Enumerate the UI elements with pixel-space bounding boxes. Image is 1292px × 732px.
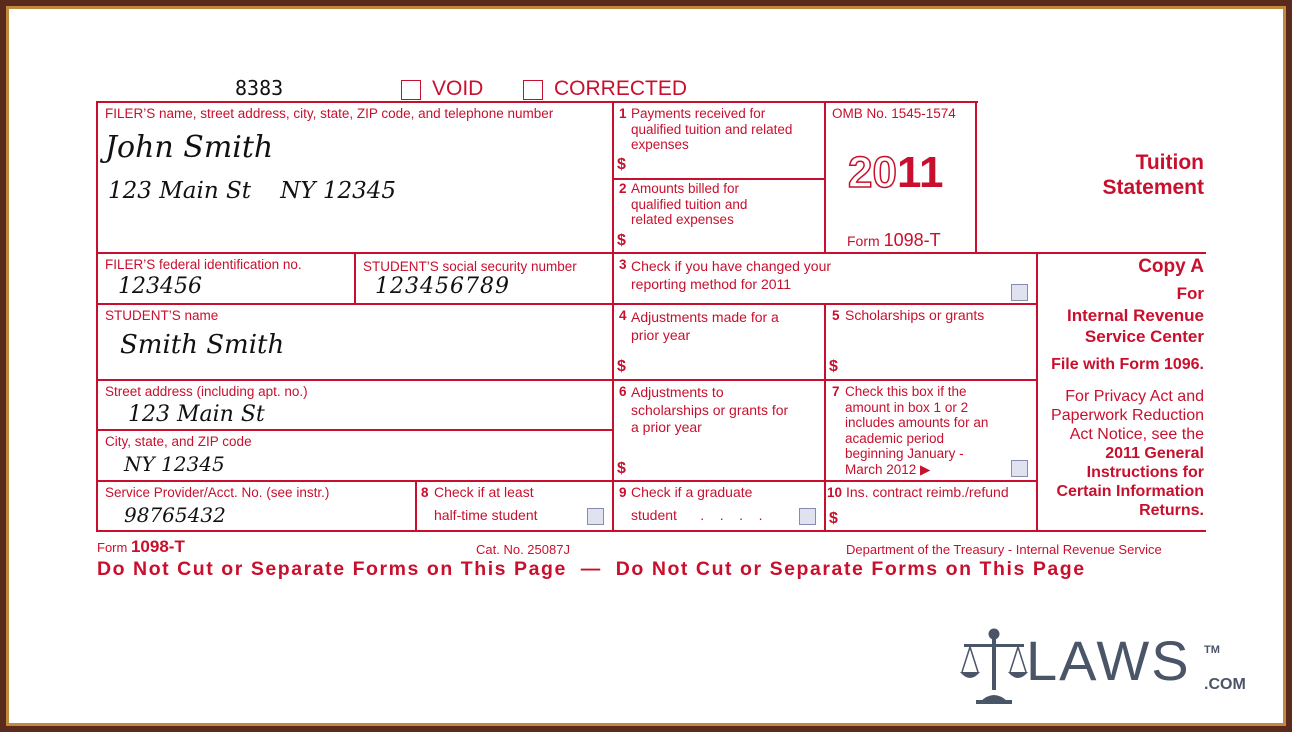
box10-number: 10 xyxy=(827,485,843,500)
tuition-statement-title xyxy=(1050,150,1204,200)
box9-number: 9 xyxy=(619,485,627,500)
box4-label: Adjustments made for a prior year xyxy=(631,309,779,343)
box7-number: 7 xyxy=(832,384,840,399)
box5-label: Scholarships or grants xyxy=(845,307,985,323)
box4-number: 4 xyxy=(619,308,627,323)
corrected-checkbox[interactable] xyxy=(523,80,543,100)
privacy-notice xyxy=(1036,387,1204,520)
student-street-label: Street address (including apt. no.) xyxy=(105,384,308,399)
title-line-1: Tuition xyxy=(1135,151,1204,174)
omb-number: OMB No. 1545-1574 xyxy=(832,106,956,121)
privacy-line-4: 2011 General xyxy=(1105,445,1204,462)
corrected-label: CORRECTED xyxy=(554,77,688,100)
omb-form-label xyxy=(847,230,941,251)
student-city-value[interactable]: NY 12345 xyxy=(124,452,225,476)
box9-label-1: Check if a graduate xyxy=(631,484,753,500)
omb-form-prefix: Form xyxy=(847,233,880,249)
box9-checkbox[interactable] xyxy=(799,508,816,525)
box6-label: Adjustments to scholarships or grants for a prior year xyxy=(631,384,789,435)
title-line-2: Statement xyxy=(1102,176,1204,199)
box1-dollar: $ xyxy=(617,156,626,173)
student-city-label: City, state, and ZIP code xyxy=(105,434,252,449)
box3-label: Check if you have changed your reporting method for 2011 xyxy=(631,258,832,292)
student-ssn-label: STUDENT’S social security number xyxy=(363,259,577,274)
box3-number: 3 xyxy=(619,257,627,272)
laws-logo-com: .COM xyxy=(1204,676,1246,693)
filer-name-value[interactable]: John Smith xyxy=(105,130,274,165)
box8-checkbox[interactable] xyxy=(587,508,604,525)
privacy-line-1: For Privacy Act and xyxy=(1065,388,1204,405)
box4-dollar: $ xyxy=(617,358,626,375)
filer-name-label: FILER’S name, street address, city, state, ZIP code, and telephone number xyxy=(105,106,554,121)
box2-number: 2 xyxy=(619,181,627,196)
file-with-1096: File with Form 1096. xyxy=(1051,356,1204,373)
department-label: Department of the Treasury - Internal Revenue Service xyxy=(846,542,1162,557)
box2-dollar: $ xyxy=(617,232,626,249)
footer-form-prefix: Form xyxy=(97,540,128,555)
acct-value[interactable]: 98765432 xyxy=(124,503,226,527)
box8-label-2: half-time student xyxy=(434,507,538,523)
box6-dollar: $ xyxy=(617,460,626,477)
student-ssn-value[interactable]: 123456789 xyxy=(375,274,510,299)
filer-fed-id-label: FILER’S federal identification no. xyxy=(105,257,302,272)
privacy-line-7: Returns. xyxy=(1139,502,1204,519)
copy-a-label: Copy A xyxy=(1138,256,1204,277)
form-number: 8383 xyxy=(235,76,284,100)
box5-dollar: $ xyxy=(829,358,838,375)
box1-label: Payments received for qualified tuition and related expenses xyxy=(631,106,793,152)
box1-number: 1 xyxy=(619,106,627,121)
void-label: VOID xyxy=(432,77,484,100)
box6-number: 6 xyxy=(619,384,627,399)
box2-label: Amounts billed for qualified tuition and related expenses xyxy=(631,181,748,227)
privacy-line-3: Act Notice, see the xyxy=(1069,426,1204,443)
box3-checkbox[interactable] xyxy=(1011,284,1028,301)
tax-year-solid: 11 xyxy=(896,148,944,197)
student-name-value[interactable]: Smith Smith xyxy=(120,330,285,360)
tax-year xyxy=(848,148,943,198)
privacy-line-5: Instructions for xyxy=(1086,464,1204,481)
cat-number: Cat. No. 25087J xyxy=(476,542,570,557)
filer-fed-id-value[interactable]: 123456 xyxy=(118,274,202,299)
copy-for-label: For xyxy=(1176,284,1204,303)
box9-label-2: student . . . . xyxy=(631,507,763,523)
irs-line-2: Service Center xyxy=(1084,327,1204,346)
footer-form-label xyxy=(97,537,185,557)
privacy-line-2: Paperwork Reduction xyxy=(1051,407,1204,424)
laws-logo-tm: TM xyxy=(1204,644,1220,656)
do-not-cut-banner: Do Not Cut or Separate Forms on This Page — Do Not Cut or Separate Forms on This Page xyxy=(97,558,1086,580)
tax-year-outline: 20 xyxy=(848,148,897,197)
box7-checkbox[interactable] xyxy=(1011,460,1028,477)
laws-logo-text: LAWS xyxy=(1026,629,1191,692)
footer-form-name: 1098-T xyxy=(130,537,185,556)
laws-logo[interactable] xyxy=(958,626,1030,711)
irs-line-1: Internal Revenue xyxy=(1067,306,1204,325)
box5-number: 5 xyxy=(832,308,840,323)
privacy-line-6: Certain Information xyxy=(1056,483,1204,500)
box7-label: Check this box if the amount in box 1 or 2 includes amounts for an academic period beginning January - March 2012 ▶ xyxy=(845,384,989,477)
box10-dollar: $ xyxy=(829,510,838,527)
acct-label: Service Provider/Acct. No. (see instr.) xyxy=(105,485,330,500)
box10-label: Ins. contract reimb./refund xyxy=(846,484,1009,500)
omb-form-name: 1098-T xyxy=(883,230,941,250)
void-checkbox[interactable] xyxy=(401,80,421,100)
student-street-value[interactable]: 123 Main St xyxy=(128,402,265,427)
box8-number: 8 xyxy=(421,485,429,500)
scales-of-justice-icon xyxy=(958,626,1030,706)
irs-service-center xyxy=(1040,305,1204,347)
filer-address-value[interactable]: 123 Main St NY 12345 xyxy=(108,178,396,204)
box8-label-1: Check if at least xyxy=(434,484,534,500)
student-name-label: STUDENT’S name xyxy=(105,308,219,323)
